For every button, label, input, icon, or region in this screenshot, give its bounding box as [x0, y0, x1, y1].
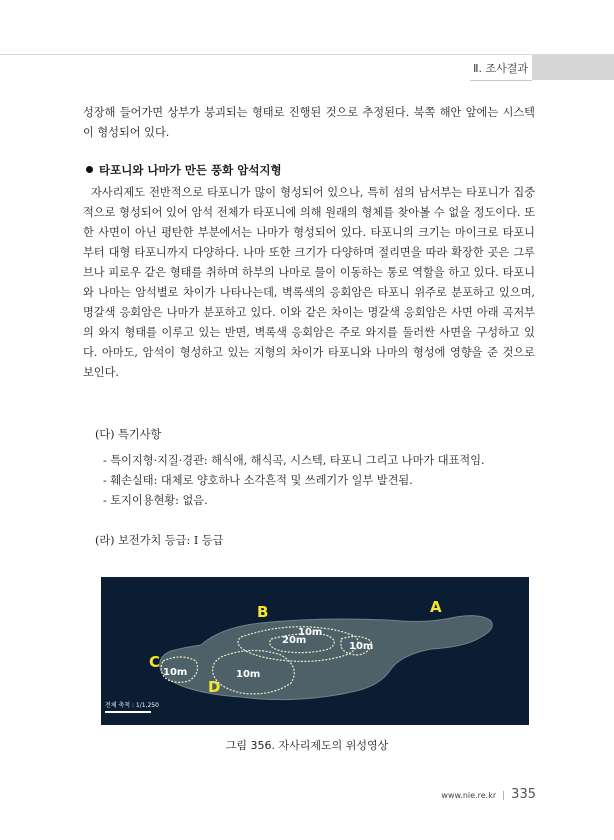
footer-url: www.nie.re.kr: [441, 791, 497, 800]
intro-paragraph-block: [83, 103, 535, 143]
intro-paragraph: 성장해 들어가면 상부가 붕괴되는 형태로 진행된 것으로 추정된다. 북쪽 해안 앞에는 시스텍이 형성되어 있다.: [83, 106, 535, 139]
point-label-d: D: [208, 678, 221, 696]
contour-label-3: 10m: [349, 641, 374, 652]
special-notes-item-1: - 특이지형·지질·경관: 해식애, 해식곡, 시스텍, 타포니 그리고 나마가 대표적임.: [103, 454, 485, 467]
point-label-c: C: [149, 653, 161, 671]
page-footer: [441, 783, 536, 802]
map-scale-text: 전체 축척 : 1/1,250: [105, 702, 159, 709]
special-notes-item-2: - 훼손실태: 대체로 양호하나 소각흔적 및 쓰레기가 일부 발견됨.: [103, 474, 413, 487]
satellite-map: [101, 577, 529, 725]
chapter-title: Ⅱ. 조사결과: [473, 62, 528, 75]
section-paragraph-block: [83, 183, 535, 383]
page-number: 335: [511, 787, 536, 802]
header-underline: [470, 80, 532, 81]
special-notes-title: (다) 특기사항: [95, 428, 162, 441]
header-tab-box: [532, 55, 614, 80]
section-paragraph: 자사리제도 전반적으로 타포니가 많이 형성되어 있으나, 특히 섬의 남서부는 타포니가 집중적으로 형성되어 있어 암석 전체가 타포니에 의해 원래의 형체를 찾아볼 수 없을 정도이다. 또한 사면이 아닌 평탄한 부분에서는 나마가 형성되어 있다. 타포니의 크기는 마이크로 타포니부터 대형 타포니까지 다양하다. 나마 또한 크기가 다양하며 절리면을 따라 확장한 곳은 그루브나 피로우 같은 형태를 취하며 하부의 나마로 물이 이동하는 통로 역할을 하고 있다. 타포니와 나마는 암석별로 차이가 나타나는데, 벽록색의 응회암은 타포니 위주로 분포하고 있으며, 명갈색 응회암은 나마가 분포하고 있다. 이와 같은 차이는 명갈색 응회암은 사면 아래 곡저부의 와지 형태를 이루고 있는 반면, 벽록색 응회암은 주로 와지를 둘러싼 사면을 구성하고 있다. 아마도, 암석이 형성하고 있는 지형의 차이가 타포니와 나마의 형성에 영향을 준 것으로 보인다.: [83, 186, 535, 379]
header-rule: [0, 54, 614, 55]
contour-label-2: 20m: [282, 635, 307, 646]
special-notes-item-3: - 토지이용현황: 없음.: [103, 494, 208, 507]
contour-label-5: 10m: [236, 669, 261, 680]
bullet-icon: [86, 166, 93, 173]
figure-caption: 그림 356. 자사리제도의 위성영상: [225, 739, 389, 752]
grade-line: (라) 보전가치 등급: Ⅰ 등급: [95, 534, 224, 547]
section-heading: [86, 162, 282, 178]
footer-separator: |: [502, 791, 506, 801]
point-label-a: A: [430, 598, 442, 616]
section-heading-text: 타포니와 나마가 만든 풍화 암석지형: [99, 163, 282, 177]
point-label-b: B: [257, 603, 269, 621]
contour-label-1: 10m: [298, 627, 323, 638]
contour-label-4: 10m: [163, 667, 188, 678]
satellite-image: [101, 577, 529, 725]
map-scale-bar: [105, 711, 151, 713]
